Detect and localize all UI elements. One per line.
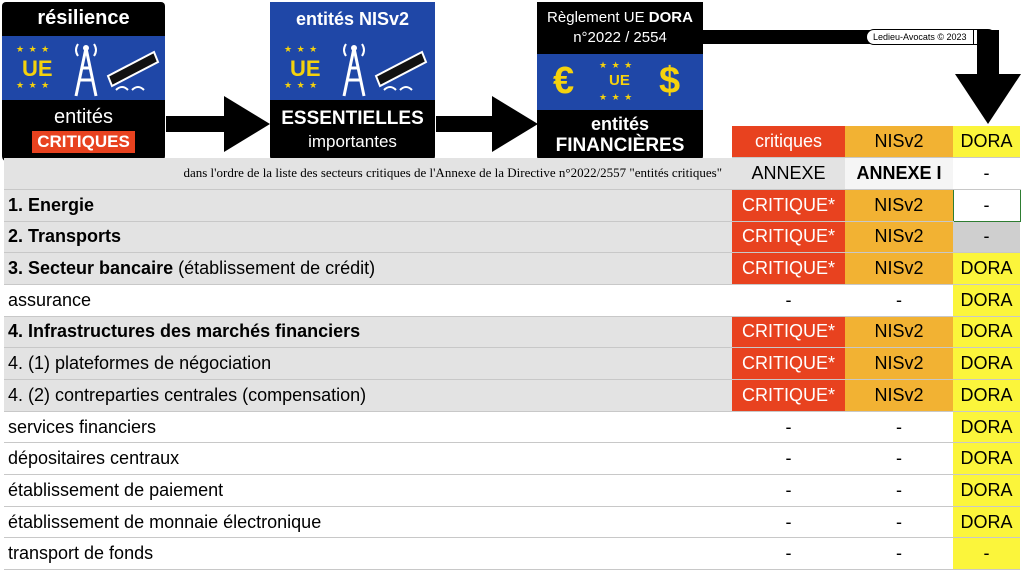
table-row bbox=[4, 443, 1020, 475]
card-nis-line2: importantes bbox=[308, 132, 397, 151]
euro-icon: € bbox=[553, 60, 575, 102]
note-annexe-i: ANNEXE I bbox=[845, 158, 953, 190]
nis-cell: - bbox=[845, 411, 953, 443]
sector-label bbox=[4, 475, 732, 507]
dora-cell: DORA bbox=[953, 411, 1020, 443]
dora-cell: DORA bbox=[953, 316, 1020, 348]
sector-label bbox=[4, 506, 732, 538]
card-dora-line1: entités bbox=[590, 114, 650, 134]
table-row bbox=[4, 380, 1020, 412]
dora-cell: DORA bbox=[953, 475, 1020, 507]
card-resilience-title: résilience bbox=[2, 2, 165, 36]
eu-stars-icon: ★ ★ ★ bbox=[16, 44, 51, 54]
card-dora-line2: FINANCIÈRES bbox=[555, 135, 685, 156]
sector-label-text: établissement de monnaie électronique bbox=[8, 511, 322, 532]
antenna-icon bbox=[338, 40, 370, 98]
sector-label-text: établissement de paiement bbox=[8, 479, 224, 500]
critique-cell: - bbox=[732, 284, 845, 316]
table-row bbox=[4, 348, 1020, 380]
table-row bbox=[4, 411, 1020, 443]
eu-logo-resilience bbox=[2, 36, 165, 100]
sector-label bbox=[4, 411, 732, 443]
col-nis-header: NISv2 bbox=[845, 126, 953, 158]
table-row bbox=[4, 538, 1020, 570]
col-dora-header: DORA bbox=[953, 126, 1020, 158]
eu-logo-dora bbox=[537, 54, 703, 110]
dora-cell: DORA bbox=[953, 253, 1020, 285]
dora-cell: DORA bbox=[953, 284, 1020, 316]
table-row bbox=[4, 316, 1020, 348]
eu-stars-icon: ★ ★ ★ bbox=[16, 80, 51, 90]
critique-cell: - bbox=[732, 443, 845, 475]
nis-cell: - bbox=[845, 284, 953, 316]
nis-cell: NISv2 bbox=[845, 253, 953, 285]
nis-cell: - bbox=[845, 538, 953, 570]
sector-label-text: 4. (2) contreparties centrales (compensation) bbox=[8, 384, 367, 405]
sector-label-text: (établissement de crédit) bbox=[173, 258, 376, 279]
critique-cell: CRITIQUE* bbox=[732, 348, 845, 380]
card-resilience-line2: CRITIQUES bbox=[32, 131, 135, 153]
card-dora-title-bold: DORA bbox=[648, 9, 693, 26]
sector-label-text: dépositaires centraux bbox=[8, 448, 180, 469]
critique-cell: - bbox=[732, 475, 845, 507]
dora-cell: DORA bbox=[953, 506, 1020, 538]
eu-stars-icon: ★ ★ ★ bbox=[599, 60, 634, 70]
nis-cell: NISv2 bbox=[845, 348, 953, 380]
sector-label bbox=[4, 380, 732, 412]
nis-cell: - bbox=[845, 475, 953, 507]
antenna-icon bbox=[70, 40, 102, 98]
eu-ue-label: UE bbox=[22, 56, 53, 81]
note-row bbox=[4, 158, 1020, 190]
nis-cell: - bbox=[845, 443, 953, 475]
card-dora-title-pre: Règlement UE bbox=[547, 9, 649, 26]
note-annexe: ANNEXE bbox=[732, 158, 845, 190]
note-text: dans l'ordre de la liste des secteurs critiques de l'Annexe de la Directive n°2022/2557 "entités critiques" bbox=[4, 158, 732, 190]
sector-label bbox=[4, 221, 732, 253]
eu-ue-label: UE bbox=[609, 72, 630, 89]
critique-cell: CRITIQUE* bbox=[732, 380, 845, 412]
critique-cell: CRITIQUE* bbox=[732, 221, 845, 253]
nis-cell: NISv2 bbox=[845, 316, 953, 348]
critique-cell: CRITIQUE* bbox=[732, 189, 845, 221]
table-row bbox=[4, 506, 1020, 538]
table-row bbox=[4, 475, 1020, 507]
card-dora-title bbox=[537, 2, 703, 54]
header-row bbox=[4, 126, 1020, 158]
credit-text: Ledieu-Avocats © 2023 bbox=[873, 32, 967, 42]
arrow-down-icon bbox=[955, 30, 1023, 124]
table-row bbox=[4, 221, 1020, 253]
sector-label-text: transport de fonds bbox=[8, 543, 154, 564]
sector-label bbox=[4, 316, 732, 348]
card-nis-title: entités NISv2 bbox=[270, 2, 435, 36]
card-nis-line1: ESSENTIELLES bbox=[281, 108, 424, 129]
sector-label-bold: 2. Transports bbox=[8, 226, 122, 247]
table-row bbox=[4, 284, 1020, 316]
sector-label-bold: 1. Energie bbox=[8, 194, 95, 215]
table-row bbox=[4, 253, 1020, 285]
header-spacer bbox=[4, 126, 732, 158]
dora-cell: DORA bbox=[953, 348, 1020, 380]
sector-label bbox=[4, 189, 732, 221]
sector-label bbox=[4, 284, 732, 316]
critique-cell: CRITIQUE* bbox=[732, 253, 845, 285]
eu-stars-icon: ★ ★ ★ bbox=[284, 80, 319, 90]
sector-label-text: assurance bbox=[8, 289, 92, 310]
sector-label bbox=[4, 443, 732, 475]
eu-logo-nis bbox=[270, 36, 435, 100]
nis-cell: - bbox=[845, 506, 953, 538]
sector-label bbox=[4, 348, 732, 380]
critique-cell: - bbox=[732, 506, 845, 538]
dora-cell: DORA bbox=[953, 443, 1020, 475]
dora-cell: DORA bbox=[953, 380, 1020, 412]
sector-label bbox=[4, 538, 732, 570]
infrastructure-icon bbox=[374, 46, 428, 92]
nis-cell: NISv2 bbox=[845, 189, 953, 221]
eu-stars-icon: ★ ★ ★ bbox=[284, 44, 319, 54]
sector-label bbox=[4, 253, 732, 285]
eu-ue-label: UE bbox=[290, 56, 321, 81]
nis-cell: NISv2 bbox=[845, 380, 953, 412]
critique-cell: - bbox=[732, 538, 845, 570]
infrastructure-icon bbox=[106, 46, 160, 92]
dollar-icon: $ bbox=[659, 60, 681, 102]
note-dash: - bbox=[953, 158, 1020, 190]
sector-label-bold: 4. Infrastructures des marchés financiers bbox=[8, 321, 361, 342]
table-row bbox=[4, 189, 1020, 221]
critique-cell: CRITIQUE* bbox=[732, 316, 845, 348]
sector-label-text: services financiers bbox=[8, 416, 157, 437]
dora-cell: - bbox=[953, 538, 1020, 570]
sector-table bbox=[4, 126, 1021, 570]
dora-cell: - bbox=[953, 189, 1020, 221]
col-critiques-header: critiques bbox=[732, 126, 845, 158]
eu-stars-icon: ★ ★ ★ bbox=[599, 92, 634, 102]
dora-cell: - bbox=[953, 221, 1020, 253]
sector-label-bold: 3. Secteur bancaire bbox=[8, 258, 174, 279]
card-resilience-line1: entités bbox=[54, 106, 113, 128]
critique-cell: - bbox=[732, 411, 845, 443]
sector-label-text: 4. (1) plateformes de négociation bbox=[8, 353, 272, 374]
card-dora-number: n°2022 / 2554 bbox=[573, 29, 667, 46]
nis-cell: NISv2 bbox=[845, 221, 953, 253]
